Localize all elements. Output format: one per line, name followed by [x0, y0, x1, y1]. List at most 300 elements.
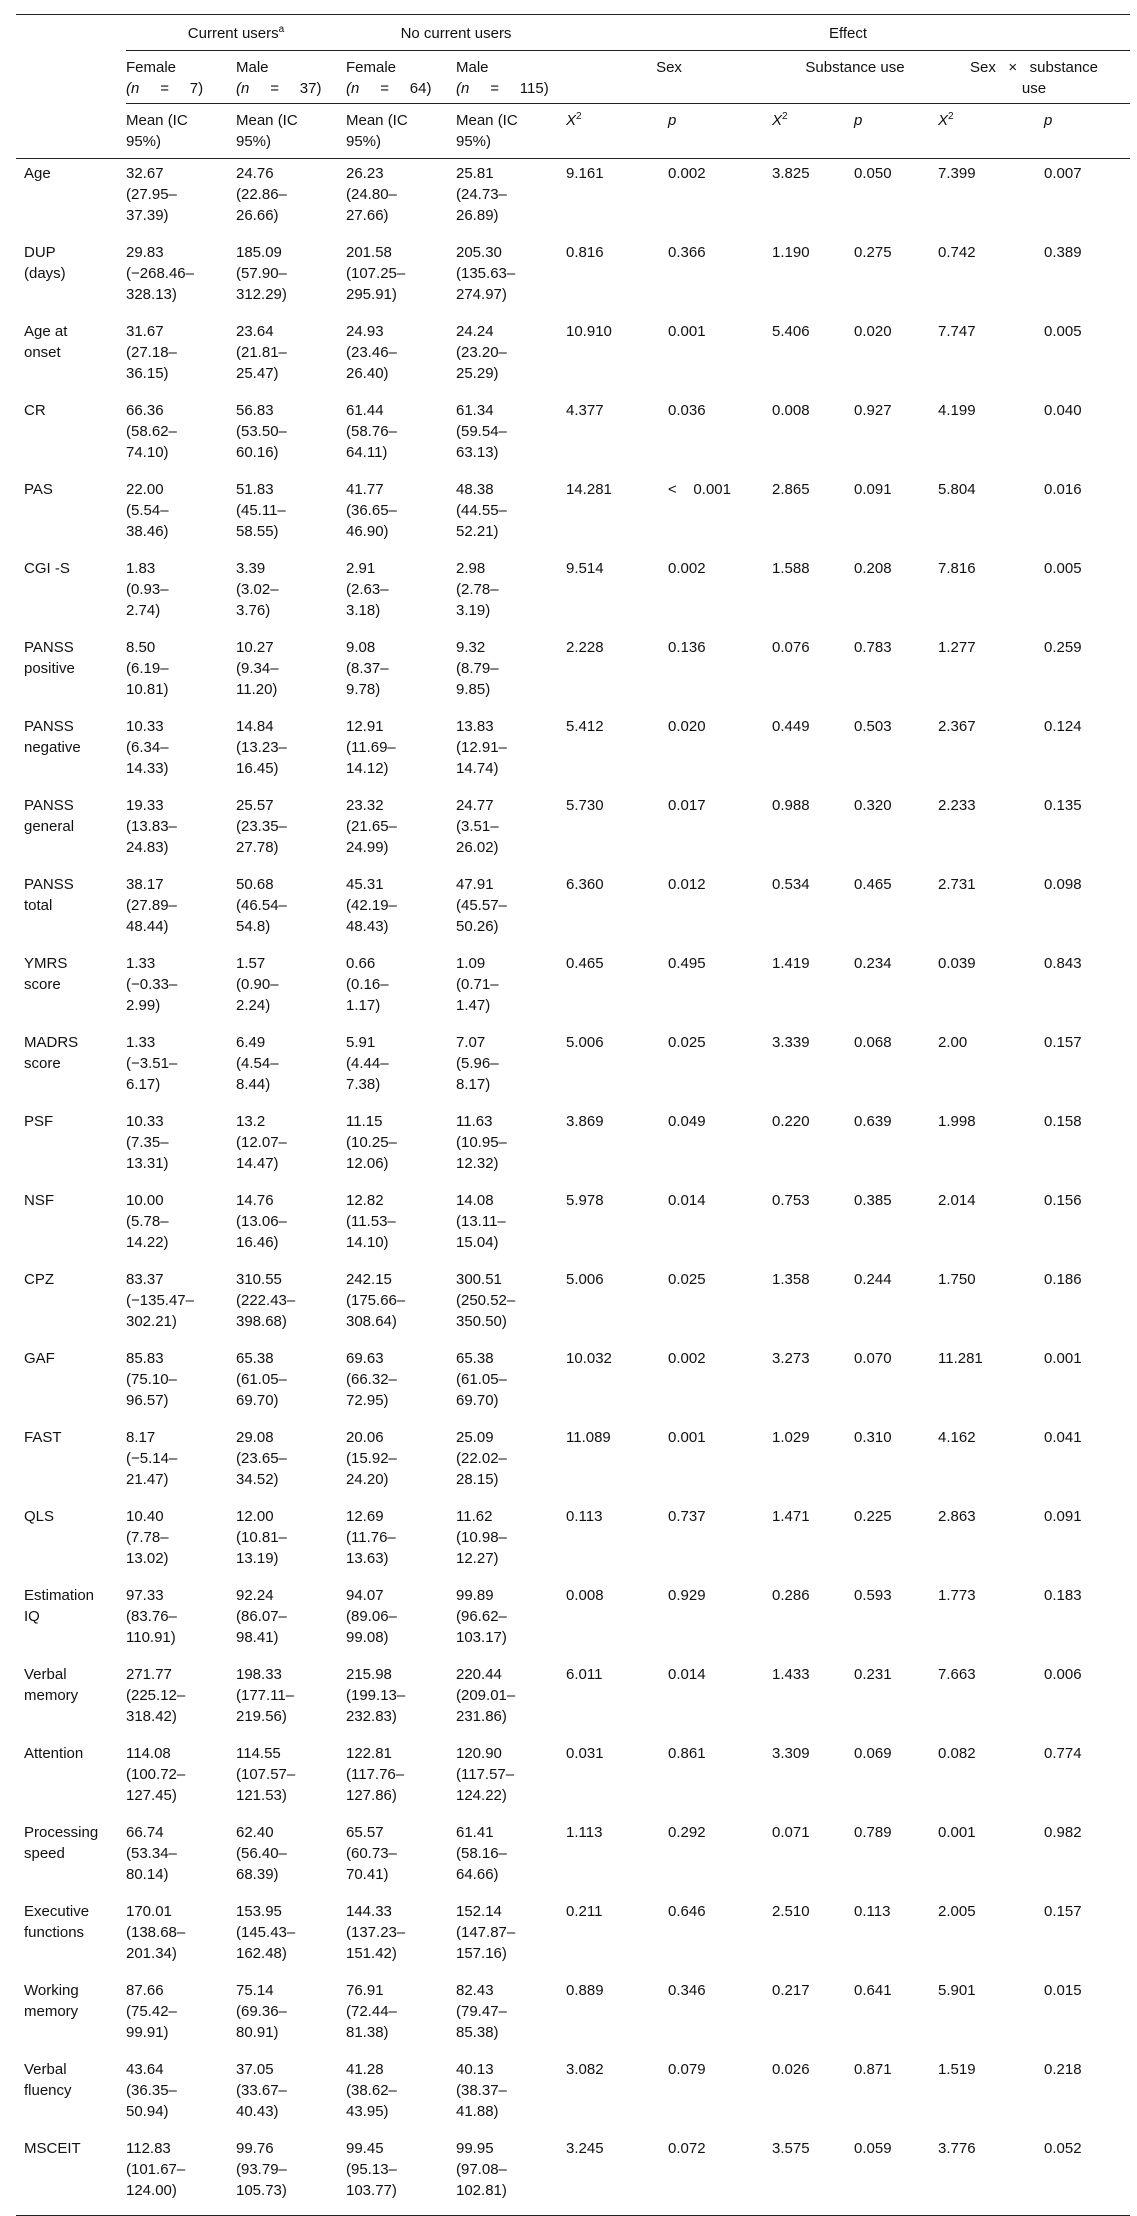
- table-row: [16, 1028, 1130, 1107]
- mean-value: 51.83: [236, 481, 274, 498]
- ci-value: (12.07–: [236, 1134, 287, 1151]
- chi-interaction-value: 1.277: [938, 639, 976, 656]
- chi-sex-value: 4.377: [566, 402, 604, 419]
- ci-value: 46.90): [346, 523, 389, 540]
- chi-sex-value: 10.910: [566, 323, 612, 340]
- chi-substance-value: 1.433: [772, 1666, 810, 1683]
- mean-ci-cell: [236, 1897, 346, 1976]
- p-interaction-value: 0.157: [1044, 1034, 1082, 1051]
- row-label: [16, 1423, 126, 1502]
- row-label-line: QLS: [24, 1508, 55, 1525]
- chi-substance-value: 0.753: [772, 1192, 810, 1209]
- ci-value: 15.04): [456, 1234, 499, 1251]
- chi-sex-value: 0.031: [566, 1745, 604, 1762]
- mean-value: 205.30: [456, 244, 502, 261]
- ci-value: 127.45): [126, 1787, 177, 1804]
- row-label: [16, 1502, 126, 1581]
- mean-value: 48.38: [456, 481, 494, 498]
- mean-value: 10.27: [236, 639, 274, 656]
- mean-value: 65.57: [346, 1824, 384, 1841]
- mean-ci-cell: [346, 1028, 456, 1107]
- ci-value: 124.00): [126, 2182, 177, 2199]
- chi-interaction-value: 2.014: [938, 1192, 976, 1209]
- row-label-line: FAST: [24, 1429, 62, 1446]
- ci-value: 85.38): [456, 2024, 499, 2041]
- ci-value: (0.93–: [126, 581, 169, 598]
- ci-value: 38.46): [126, 523, 169, 540]
- mean-ci-cell: [456, 1897, 566, 1976]
- p-substance-value: 0.020: [854, 323, 892, 340]
- ci-value: 9.85): [456, 681, 491, 698]
- p-interaction-value: 0.007: [1044, 165, 1082, 182]
- mean-value: 50.68: [236, 876, 274, 893]
- mean-ci-cell: [236, 396, 346, 475]
- mean-ci-cell: [126, 396, 236, 475]
- header-p-sex: p: [658, 104, 772, 159]
- ci-value: (44.55–: [456, 502, 507, 519]
- ci-value: 231.86): [456, 1708, 507, 1725]
- ci-value: (22.02–: [456, 1450, 507, 1467]
- ci-value: (8.37–: [346, 660, 389, 677]
- mean-value: 82.43: [456, 1982, 494, 1999]
- mean-value: 170.01: [126, 1903, 172, 1920]
- chi-substance-value: 0.988: [772, 797, 810, 814]
- mean-ci-cell: [236, 1028, 346, 1107]
- mean-value: 10.33: [126, 718, 164, 735]
- chi-substance-value: 0.286: [772, 1587, 810, 1604]
- ci-value: (11.76–: [346, 1529, 396, 1546]
- ci-value: (10.25–: [346, 1134, 397, 1151]
- ci-value: 274.97): [456, 286, 507, 303]
- mean-ci-cell: [346, 712, 456, 791]
- ci-value: 12.06): [346, 1155, 389, 1172]
- mean-value: 185.09: [236, 244, 282, 261]
- ci-value: 124.22): [456, 1787, 507, 1804]
- chi-substance-value: 0.534: [772, 876, 810, 893]
- ci-value: (46.54–: [236, 897, 287, 914]
- table-row: [16, 1897, 1130, 1976]
- mean-ci-cell: [456, 2134, 566, 2216]
- mean-value: 12.00: [236, 1508, 274, 1525]
- mean-ci-cell: [346, 1581, 456, 1660]
- p-sex-value: 0.049: [668, 1113, 706, 1130]
- mean-ci-cell: [126, 1739, 236, 1818]
- chi-substance-value: 2.865: [772, 481, 810, 498]
- table-row: [16, 1344, 1130, 1423]
- mean-value: 11.15: [346, 1113, 383, 1130]
- row-label-line: PANSS: [24, 639, 74, 656]
- ci-value: 26.66): [236, 207, 279, 224]
- ci-value: (21.65–: [346, 818, 397, 835]
- row-label-line: PAS: [24, 481, 53, 498]
- row-label: [16, 1581, 126, 1660]
- table-row: [16, 1818, 1130, 1897]
- chi-substance-value: 3.273: [772, 1350, 810, 1367]
- row-label-line: general: [24, 818, 75, 835]
- ci-value: (117.76–: [346, 1766, 405, 1783]
- ci-value: 40.43): [236, 2103, 279, 2120]
- p-interaction-value: 0.157: [1044, 1903, 1082, 1920]
- ci-value: 350.50): [456, 1313, 507, 1330]
- chi-substance-value: 1.190: [772, 244, 810, 261]
- p-sex-value: 0.020: [668, 718, 706, 735]
- ci-value: 14.74): [456, 760, 499, 777]
- ci-value: 64.66): [456, 1866, 499, 1883]
- mean-ci-cell: [126, 1107, 236, 1186]
- table-row: [16, 1107, 1130, 1186]
- header-current-female: Female (n = 7): [126, 51, 236, 104]
- header-group-row: [16, 15, 1130, 51]
- mean-value: 65.38: [236, 1350, 274, 1367]
- row-label-line: PANSS: [24, 876, 74, 893]
- ci-value: (225.12–: [126, 1687, 186, 1704]
- ci-value: 14.22): [126, 1234, 169, 1251]
- mean-value: 0.66: [346, 955, 376, 972]
- header-current-users: Current users$^a$: [126, 15, 346, 51]
- ci-value: (−0.33–: [126, 976, 178, 993]
- ci-value: (58.76–: [346, 423, 397, 440]
- mean-ci-cell: [126, 1502, 236, 1581]
- mean-ci-cell: [346, 1897, 456, 1976]
- chi-interaction-value: 1.750: [938, 1271, 976, 1288]
- p-substance-value: 0.593: [854, 1587, 892, 1604]
- row-label-line: Estimation: [24, 1587, 95, 1604]
- ci-value: (6.34–: [126, 739, 169, 756]
- table-row: [16, 949, 1130, 1028]
- ci-value: (36.35–: [126, 2082, 177, 2099]
- header-blank-3: [16, 104, 126, 159]
- row-label-line: PSF: [24, 1113, 54, 1130]
- ci-value: 27.66): [346, 207, 389, 224]
- chi-sex-value: 1.113: [566, 1824, 603, 1841]
- mean-ci-cell: [456, 1186, 566, 1265]
- mean-value: 242.15: [346, 1271, 392, 1288]
- ci-value: (97.08–: [456, 2161, 507, 2178]
- chi-interaction-value: 7.399: [938, 165, 976, 182]
- header-mean-2: Mean (IC 95%): [236, 104, 346, 159]
- header-mean-1: Mean (IC 95%): [126, 104, 236, 159]
- ci-value: 37.39): [126, 207, 169, 224]
- mean-ci-cell: [236, 475, 346, 554]
- ci-value: (56.40–: [236, 1845, 287, 1862]
- ci-value: (53.34–: [126, 1845, 177, 1862]
- p-sex-value: 0.012: [668, 876, 706, 893]
- mean-ci-cell: [126, 1581, 236, 1660]
- ci-value: (66.32–: [346, 1371, 397, 1388]
- ci-value: 16.45): [236, 760, 279, 777]
- mean-ci-cell: [456, 475, 566, 554]
- ci-value: 98.41): [236, 1629, 279, 1646]
- mean-ci-cell: [456, 554, 566, 633]
- mean-ci-cell: [236, 1818, 346, 1897]
- row-label-line: CR: [24, 402, 46, 419]
- ci-value: 14.33): [126, 760, 169, 777]
- ci-value: (72.44–: [346, 2003, 397, 2020]
- mean-value: 24.77: [456, 797, 494, 814]
- ci-value: 13.31): [126, 1155, 169, 1172]
- chi-sex-value: 10.032: [566, 1350, 612, 1367]
- p-sex-value: 0.002: [668, 165, 706, 182]
- row-label-line: Age at: [24, 323, 68, 340]
- mean-ci-cell: [236, 712, 346, 791]
- chi-interaction-value: 0.039: [938, 955, 976, 972]
- header-p-interaction: p: [1034, 104, 1130, 159]
- mean-value: 32.67: [126, 165, 164, 182]
- ci-value: 99.91): [126, 2024, 169, 2041]
- ci-value: 14.12): [346, 760, 389, 777]
- ci-value: (−5.14–: [126, 1450, 178, 1467]
- ci-value: (61.05–: [456, 1371, 507, 1388]
- ci-value: (12.91–: [456, 739, 507, 756]
- mean-ci-cell: [346, 1976, 456, 2055]
- ci-value: 8.17): [456, 1076, 491, 1093]
- ci-value: (117.57–: [456, 1766, 515, 1783]
- ci-value: 13.63): [346, 1550, 389, 1567]
- header-effect-interaction: Sex × substance use: [938, 51, 1130, 104]
- p-sex-value: 0.136: [668, 639, 706, 656]
- ci-value: 27.78): [236, 839, 279, 856]
- p-interaction-value: 0.158: [1044, 1113, 1082, 1130]
- chi-substance-value: 3.825: [772, 165, 810, 182]
- mean-ci-cell: [126, 1186, 236, 1265]
- mean-value: 61.34: [456, 402, 494, 419]
- mean-value: 152.14: [456, 1903, 502, 1920]
- ci-value: (138.68–: [126, 1924, 186, 1941]
- header-p-substance: p: [854, 104, 938, 159]
- p-substance-value: 0.244: [854, 1271, 892, 1288]
- chi-interaction-value: 3.776: [938, 2134, 1034, 2216]
- p-substance-value: 0.783: [854, 639, 892, 656]
- mean-ci-cell: [126, 1976, 236, 2055]
- p-substance-value: 0.091: [854, 481, 892, 498]
- p-sex-value: 0.861: [668, 1745, 706, 1762]
- chi-substance-value: 1.358: [772, 1271, 810, 1288]
- ci-value: 10.81): [126, 681, 169, 698]
- chi-interaction-value: 2.731: [938, 876, 976, 893]
- mean-ci-cell: [456, 791, 566, 870]
- chi-sex-value: 2.228: [566, 639, 604, 656]
- mean-ci-cell: [346, 1107, 456, 1186]
- mean-value: 29.83: [126, 244, 164, 261]
- chi-sex-value: 5.730: [566, 797, 604, 814]
- chi-substance-value: 0.449: [772, 718, 810, 735]
- ci-value: 58.55): [236, 523, 279, 540]
- mean-ci-cell: [126, 1423, 236, 1502]
- mean-ci-cell: [456, 159, 566, 239]
- ci-value: (23.20–: [456, 344, 507, 361]
- ci-value: (58.16–: [456, 1845, 507, 1862]
- p-substance-value: 0.070: [854, 1350, 892, 1367]
- ci-value: 162.48): [236, 1945, 287, 1962]
- ci-value: 6.17): [126, 1076, 161, 1093]
- mean-ci-cell: [346, 791, 456, 870]
- mean-ci-cell: [456, 1581, 566, 1660]
- ci-value: 26.89): [456, 207, 499, 224]
- mean-ci-cell: [236, 159, 346, 239]
- ci-value: 41.88): [456, 2103, 499, 2120]
- row-label: [16, 1107, 126, 1186]
- ci-value: (53.50–: [236, 423, 287, 440]
- ci-value: (27.95–: [126, 186, 177, 203]
- ci-value: (3.51–: [456, 818, 499, 835]
- ci-value: (10.95–: [456, 1134, 507, 1151]
- ci-value: (−3.51–: [126, 1055, 178, 1072]
- p-sex-value: 0.929: [668, 1587, 706, 1604]
- mean-ci-cell: [126, 554, 236, 633]
- chi-interaction-value: 5.901: [938, 1982, 976, 1999]
- p-interaction-value: 0.015: [1044, 1982, 1082, 1999]
- mean-ci-cell: [126, 949, 236, 1028]
- mean-ci-cell: [236, 1581, 346, 1660]
- mean-value: 25.57: [236, 797, 274, 814]
- chi-substance-value: 3.575: [772, 2134, 854, 2216]
- ci-value: 13.02): [126, 1550, 169, 1567]
- p-interaction-value: 0.005: [1044, 560, 1082, 577]
- mean-value: 220.44: [456, 1666, 502, 1683]
- ci-value: 12.27): [456, 1550, 499, 1567]
- ci-value: (23.46–: [346, 344, 397, 361]
- ci-value: 68.39): [236, 1866, 279, 1883]
- mean-ci-cell: [126, 712, 236, 791]
- ci-value: 60.16): [236, 444, 279, 461]
- row-label: [16, 238, 126, 317]
- ci-value: (13.06–: [236, 1213, 287, 1230]
- ci-value: (8.79–: [456, 660, 499, 677]
- mean-value: 66.36: [126, 402, 164, 419]
- mean-ci-cell: [456, 1502, 566, 1581]
- mean-value: 8.50: [126, 639, 156, 656]
- mean-value: 62.40: [236, 1824, 274, 1841]
- p-sex-value: 0.495: [668, 955, 706, 972]
- mean-value: 300.51: [456, 1271, 502, 1288]
- p-interaction-value: 0.124: [1044, 718, 1082, 735]
- chi-sex-value: 6.011: [566, 1666, 603, 1683]
- mean-ci-cell: [236, 317, 346, 396]
- table-row: [16, 159, 1130, 239]
- mean-value: 75.14: [236, 1982, 274, 1999]
- mean-ci-cell: [456, 1976, 566, 2055]
- ci-value: 13.19): [236, 1550, 279, 1567]
- chi-sex-value: 0.008: [566, 1587, 604, 1604]
- p-interaction-value: 0.218: [1044, 2061, 1082, 2078]
- p-interaction-value: 0.259: [1044, 639, 1082, 656]
- ci-value: (75.10–: [126, 1371, 177, 1388]
- chi-sex-value: 3.869: [566, 1113, 604, 1130]
- mean-value: 61.44: [346, 402, 384, 419]
- ci-value: 50.94): [126, 2103, 169, 2120]
- mean-ci-cell: [236, 949, 346, 1028]
- ci-value: 11.20): [236, 681, 278, 698]
- row-label: [16, 949, 126, 1028]
- mean-ci-cell: [126, 1344, 236, 1423]
- ci-value: (0.90–: [236, 976, 279, 993]
- ci-value: 302.21): [126, 1313, 177, 1330]
- ci-value: 232.83): [346, 1708, 397, 1725]
- ci-value: (4.44–: [346, 1055, 389, 1072]
- ci-value: 63.13): [456, 444, 499, 461]
- table-row: [16, 238, 1130, 317]
- table-row: [16, 554, 1130, 633]
- p-substance-value: 0.234: [854, 955, 892, 972]
- row-label: [16, 1976, 126, 2055]
- mean-value: 94.07: [346, 1587, 384, 1604]
- chi-substance-value: 0.026: [772, 2061, 810, 2078]
- mean-value: 23.32: [346, 797, 384, 814]
- ci-value: 105.73): [236, 2182, 287, 2199]
- p-sex-value: 0.014: [668, 1666, 706, 1683]
- mean-ci-cell: [346, 949, 456, 1028]
- header-chi-substance: $X^2$: [772, 104, 854, 159]
- chi-sex-value: 0.113: [566, 1508, 603, 1525]
- p-substance-value: 0.789: [854, 1824, 892, 1841]
- row-label: [16, 2055, 126, 2134]
- chi-interaction-value: 0.742: [938, 244, 976, 261]
- ci-value: 151.42): [346, 1945, 397, 1962]
- mean-ci-cell: [236, 1107, 346, 1186]
- ci-value: (21.81–: [236, 344, 287, 361]
- header-effect-sex: Sex: [566, 51, 772, 104]
- row-label-line: fluency: [24, 2082, 72, 2099]
- row-label-line: MSCEIT: [24, 2140, 81, 2157]
- ci-value: 157.16): [456, 1945, 507, 1962]
- chi-interaction-value: 7.816: [938, 560, 976, 577]
- header-blank: [16, 15, 126, 51]
- mean-ci-cell: [236, 1976, 346, 2055]
- p-substance-value: 0.069: [854, 1745, 892, 1762]
- ci-value: 74.10): [126, 444, 169, 461]
- ci-value: 312.29): [236, 286, 287, 303]
- mean-ci-cell: [126, 791, 236, 870]
- ci-value: 34.52): [236, 1471, 279, 1488]
- ci-value: (7.78–: [126, 1529, 169, 1546]
- p-interaction-value: 0.006: [1044, 1666, 1082, 1683]
- ci-value: 102.81): [456, 2182, 507, 2199]
- ci-value: (137.23–: [346, 1924, 406, 1941]
- p-substance-value: 0.225: [854, 1508, 892, 1525]
- mean-ci-cell: [456, 1107, 566, 1186]
- mean-ci-cell: [346, 159, 456, 239]
- p-substance-value: 0.385: [854, 1192, 892, 1209]
- ci-value: (7.35–: [126, 1134, 169, 1151]
- row-label-line: PANSS: [24, 797, 74, 814]
- table-row: [16, 1581, 1130, 1660]
- ci-value: 21.47): [126, 1471, 169, 1488]
- table-row: [16, 633, 1130, 712]
- mean-value: 43.64: [126, 2061, 164, 2078]
- chi-substance-value: 1.471: [772, 1508, 810, 1525]
- mean-ci-cell: [236, 1739, 346, 1818]
- table-row: [16, 870, 1130, 949]
- ci-value: (57.90–: [236, 265, 287, 282]
- mean-value: 24.93: [346, 323, 384, 340]
- results-table: [16, 14, 1130, 2216]
- ci-value: (38.62–: [346, 2082, 397, 2099]
- ci-value: (33.67–: [236, 2082, 287, 2099]
- p-sex-value: 0.737: [668, 1508, 706, 1525]
- mean-value: 114.08: [126, 1745, 171, 1762]
- mean-value: 271.77: [126, 1666, 172, 1683]
- ci-value: 127.86): [346, 1787, 397, 1804]
- p-sex-value: 0.292: [668, 1824, 706, 1841]
- mean-ci-cell: [126, 1660, 236, 1739]
- ci-value: (58.62–: [126, 423, 177, 440]
- mean-ci-cell: [126, 1028, 236, 1107]
- p-substance-value: 0.927: [854, 402, 892, 419]
- table-row: [16, 396, 1130, 475]
- ci-value: 80.14): [126, 1866, 169, 1883]
- mean-value: 120.90: [456, 1745, 502, 1762]
- ci-value: 219.56): [236, 1708, 287, 1725]
